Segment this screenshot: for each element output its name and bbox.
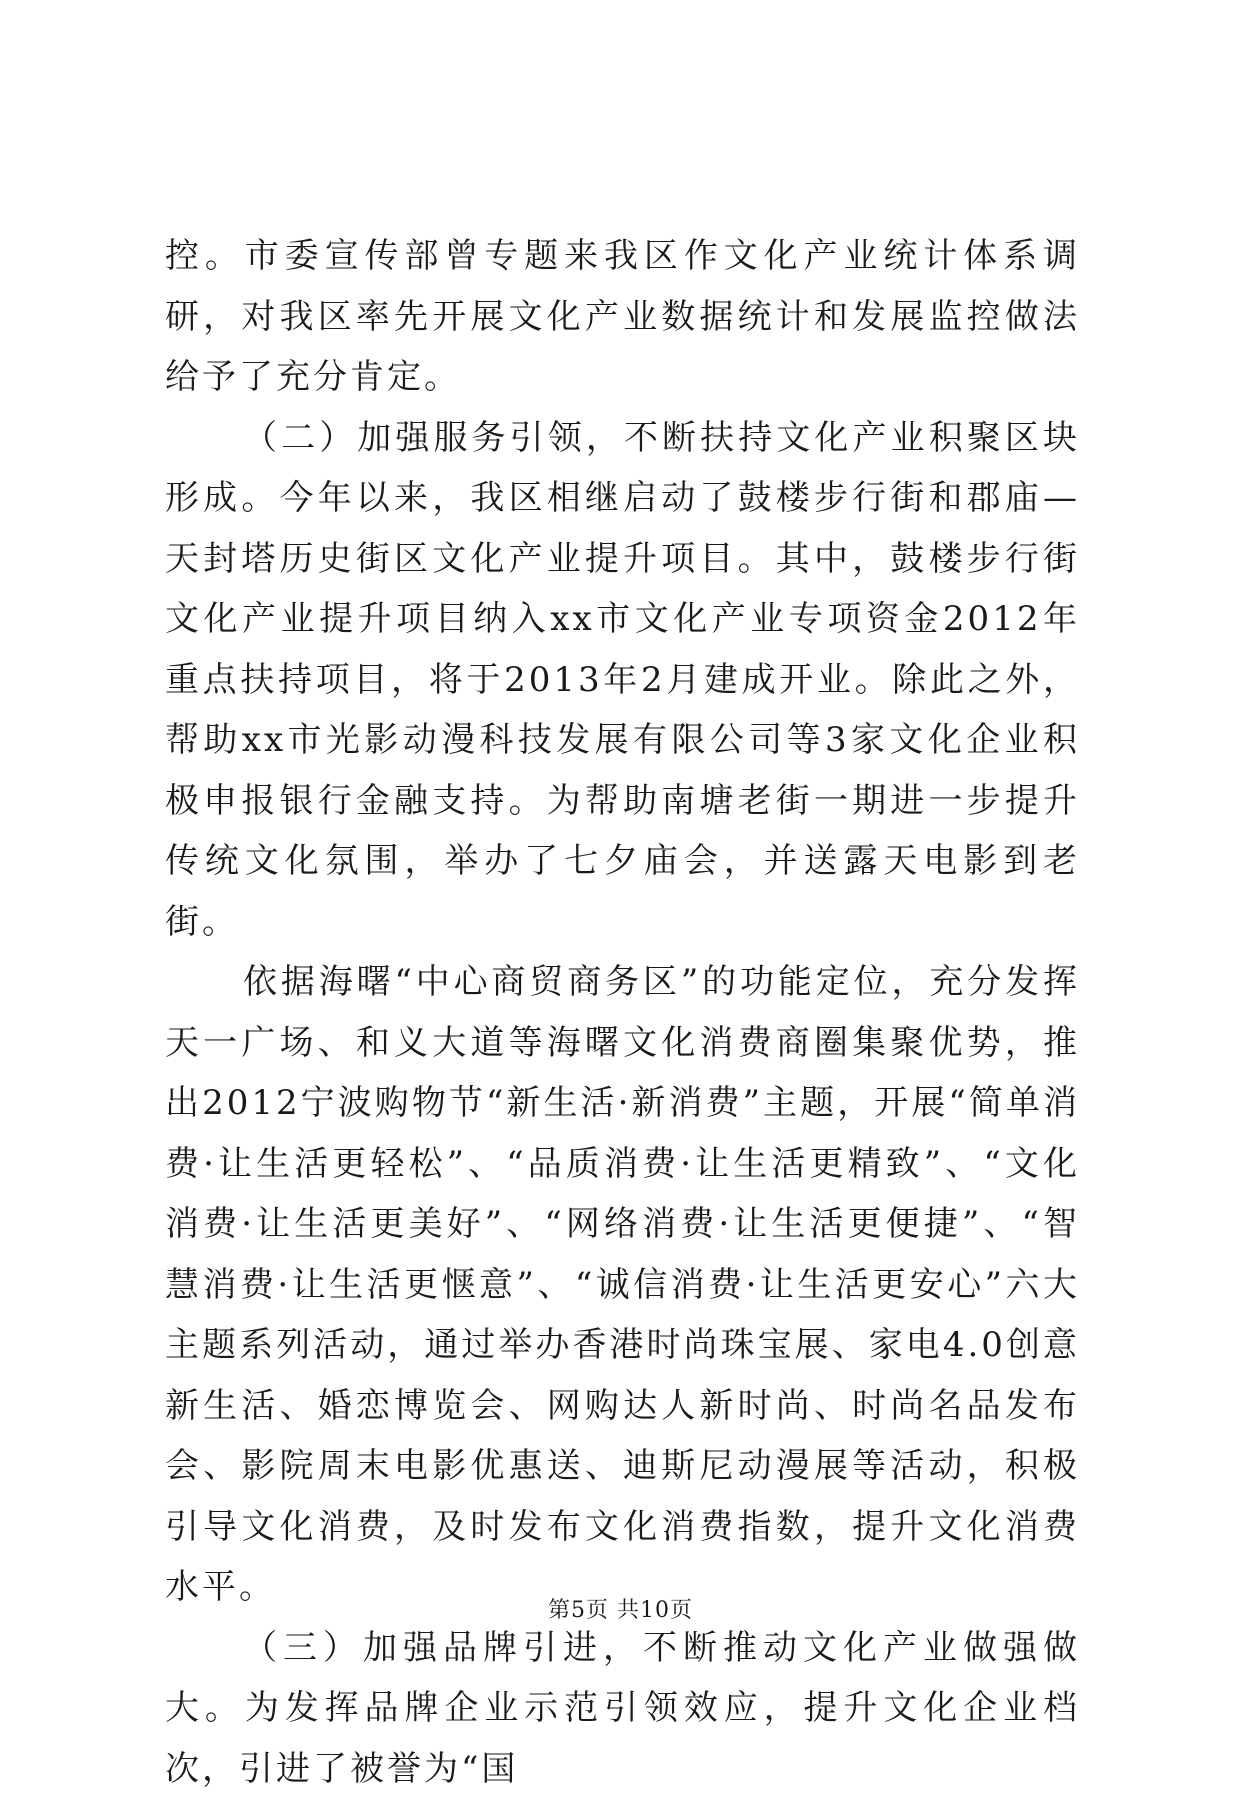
- paragraph-service-guidance: （二）加强服务引领，不断扶持文化产业积聚区块形成。今年以来，我区相继启动了鼓楼步行街和郡庙—天封塔历史街区文化产业提升项目。其中，鼓楼步行街文化产业提升项目纳入xx市文化产业专项资金2012年重点扶持项目，将于2013年2月建成开业。除此之外，帮助xx市光影动漫科技发展有限公司等3家文化企业积极申报银行金融支持。为帮助南塘老街一期进一步提升传统文化氛围，举办了七夕庙会，并送露天电影到老街。: [165, 408, 1080, 953]
- paragraph-brand-introduction: （三）加强品牌引进，不断推动文化产业做强做大。为发挥品牌企业示范引领效应，提升文化企业档次，引进了被誉为“国: [165, 1618, 1080, 1799]
- page-number-footer: 第5页 共10页: [0, 1596, 1241, 1626]
- paragraph-consumption-activities: 依据海曙“中心商贸商务区”的功能定位，充分发挥天一广场、和义大道等海曙文化消费商圈集聚优势，推出2012宁波购物节“新生活·新消费”主题，开展“简单消费·让生活更轻松”、“品质消费·让生活更精致”、“文化消费·让生活更美好”、“网络消费·让生活更便捷”、“智慧消费·让生活更惬意”、“诚信消费·让生活更安心”六大主题系列活动，通过举办香港时尚珠宝展、家电4.0创意新生活、婚恋博览会、网购达人新时尚、时尚名品发布会、影院周末电影优惠送、迪斯尼动漫展等活动，积极引导文化消费，及时发布文化消费指数，提升文化消费水平。: [165, 952, 1080, 1618]
- document-body: [165, 226, 1080, 1799]
- paragraph-continuation: 控。市委宣传部曾专题来我区作文化产业统计体系调研，对我区率先开展文化产业数据统计和发展监控做法给予了充分肯定。: [165, 226, 1080, 408]
